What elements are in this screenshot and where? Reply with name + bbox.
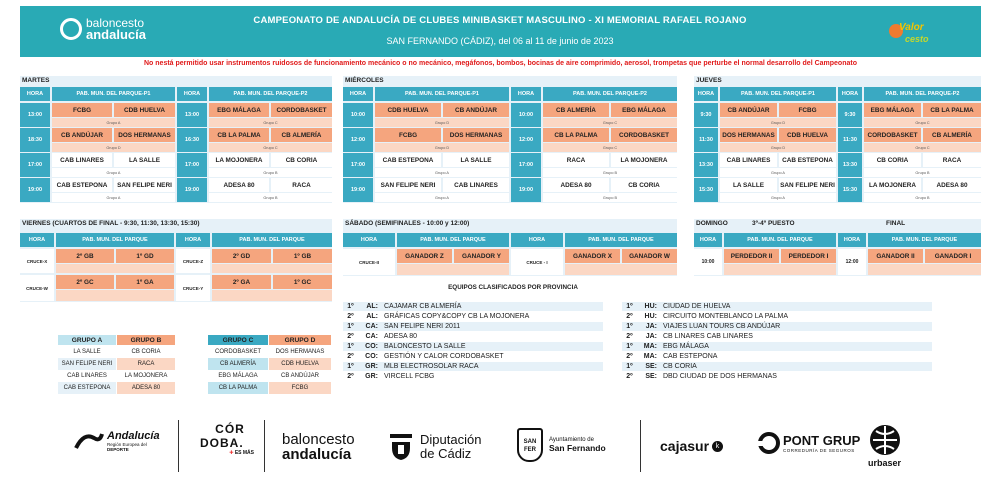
group-team: CB LA PALMA — [208, 382, 268, 394]
andalucia-sub2: DEPORTE — [107, 447, 129, 452]
time-cell: 11:30 — [838, 128, 862, 152]
team-cell: RACA — [543, 153, 609, 167]
province: HU: — [644, 313, 657, 320]
blank-cell — [724, 264, 836, 275]
group-cell: Grupo B — [543, 168, 677, 177]
team-cell: CORDOBASKET — [864, 128, 921, 142]
andalucia-swirl-icon — [74, 430, 104, 452]
position: 1º — [626, 363, 633, 370]
sabado-panel — [343, 219, 677, 276]
divider — [178, 420, 179, 472]
group-cell: Grupo B — [209, 168, 332, 177]
group-cell: Grupo C — [543, 118, 677, 127]
group-header: GRUPO D — [269, 335, 331, 345]
team-cell: EBG MÁLAGA — [864, 103, 921, 117]
province: SE: — [645, 363, 657, 370]
blank-cell — [56, 264, 174, 273]
province: MA: — [643, 343, 657, 350]
day-panel — [694, 76, 981, 203]
time-cell: 16:30 — [177, 128, 207, 152]
time-cell: 15:30 — [838, 178, 862, 202]
team-cell: CB ANDÚJAR — [443, 103, 509, 117]
domingo-title: DOMINGO 3º-4º PUESTO FINAL — [696, 220, 906, 227]
team-cell: CB ALMERÍA — [543, 103, 609, 117]
time-cell: 17:00 — [343, 153, 373, 177]
andalucia-deporte-logo — [74, 430, 160, 452]
team-cell: FCBG — [375, 128, 441, 142]
time-cell: 17:00 — [511, 153, 541, 177]
team-name: DBD CIUDAD DE DOS HERMANAS — [663, 373, 777, 380]
team-name: GESTIÓN Y CALOR CORDOBASKET — [384, 353, 504, 360]
page-title: CAMPEONATO DE ANDALUCÍA DE CLUBES MINIBASKET MASCULINO - XI MEMORIAL RAFAEL ROJANO — [253, 15, 747, 26]
group-cell: Grupo C — [864, 118, 981, 127]
day-title: JUEVES — [696, 77, 722, 84]
time-cell: 10:00 — [694, 249, 722, 275]
team-cell: CAB LINARES — [52, 153, 112, 167]
page-subtitle: SAN FERNANDO (CÁDIZ), del 06 al 11 de junio de 2023 — [386, 36, 614, 46]
team-cell: EBG MÁLAGA — [611, 103, 677, 117]
team-cell: GANADOR Z — [397, 249, 452, 263]
province: CA: — [365, 323, 378, 330]
team-cell: EBG MÁLAGA — [209, 103, 269, 117]
p2-header: PAB. MUN. DEL PARQUE-P2 — [543, 87, 677, 101]
group-cell: Grupo C — [864, 143, 981, 152]
team-cell: 2º GA — [212, 275, 271, 289]
position: 1º — [626, 343, 633, 350]
list-item — [622, 372, 777, 381]
team-name: EBG MÁLAGA — [663, 343, 709, 350]
urbaser-globe-icon — [869, 424, 901, 456]
team-name: CAB ESTEPONA — [663, 353, 718, 360]
team-cell: GANADOR X — [565, 249, 620, 263]
list-item — [343, 302, 461, 311]
time-cell: 11:30 — [694, 128, 718, 152]
position: 1º — [347, 363, 354, 370]
team-cell: ADESA 80 — [209, 178, 269, 192]
time-cell: 13:00 — [177, 103, 207, 127]
cruce-label: CRUCE-Y — [176, 275, 210, 301]
position: 2º — [347, 373, 354, 380]
hora-header: HORA — [511, 87, 541, 101]
team-cell: CAB ESTEPONA — [779, 153, 836, 167]
divider — [264, 420, 265, 472]
team-cell: CDB HUELVA — [375, 103, 441, 117]
ayto-line1: Ayuntamiento de — [549, 437, 594, 443]
time-cell: 12:00 — [343, 128, 373, 152]
sponsors-bar — [0, 412, 1000, 498]
group-team: DOS HERMANAS — [269, 346, 331, 358]
group-team: CORDOBASKET — [208, 346, 268, 358]
time-cell: 15:30 — [694, 178, 718, 202]
position: 1º — [347, 323, 354, 330]
team-cell: 1º GD — [116, 249, 174, 263]
list-item — [622, 362, 697, 371]
time-cell: 13:00 — [20, 103, 50, 127]
group-team: LA SALLE — [58, 346, 116, 358]
team-name: CIUDAD DE HUELVA — [663, 303, 731, 310]
province: SE: — [645, 373, 657, 380]
time-cell: 19:00 — [511, 178, 541, 202]
group-cell: Grupo B — [864, 168, 981, 177]
group-team: CB CORIA — [117, 346, 175, 358]
logo-line1: baloncesto — [86, 16, 145, 30]
p1-header: PAB. MUN. DEL PARQUE-P1 — [720, 87, 836, 101]
team-cell: RACA — [923, 153, 981, 167]
day-title: MIÉRCOLES — [345, 77, 384, 84]
province: HU: — [644, 303, 657, 310]
cruce-label: CRUCE - I — [511, 249, 563, 275]
team-name: CB LINARES CAB LINARES — [663, 333, 753, 340]
group-team: CAB LINARES — [58, 370, 116, 382]
p2-header: PAB. MUN. DEL PARQUE-P2 — [209, 87, 332, 101]
team-name: SAN FELIPE NERI 2011 — [384, 323, 461, 330]
team-cell: LA MOJONERA — [209, 153, 269, 167]
pont-grup-logo — [758, 432, 860, 454]
header-banner — [20, 6, 981, 57]
blank-cell — [565, 264, 677, 275]
hora-header: HORA — [511, 233, 563, 247]
group-cell: Grupo A — [720, 193, 836, 202]
team-cell: PERDEDOR II — [724, 249, 779, 263]
cajasur-logo — [660, 438, 723, 454]
time-cell: 12:00 — [838, 249, 866, 275]
position: 1º — [347, 303, 354, 310]
team-cell: GANADOR II — [868, 249, 923, 263]
logo-line2: andalucía — [86, 27, 146, 42]
list-item — [622, 312, 788, 321]
p1-header: PAB. MUN. DEL PARQUE-P1 — [52, 87, 175, 101]
hora-header: HORA — [838, 87, 862, 101]
blank-cell — [397, 264, 509, 275]
list-item — [343, 342, 466, 351]
team-cell: 1º GB — [273, 249, 332, 263]
hora-header: HORA — [343, 87, 373, 101]
pab-header: PAB. MUN. DEL PARQUE — [212, 233, 332, 247]
domingo-panel — [694, 219, 981, 276]
position: 2º — [347, 313, 354, 320]
team-cell: CORDOBASKET — [271, 103, 332, 117]
day-title: MARTES — [22, 77, 50, 84]
group-header: GRUPO B — [117, 335, 175, 345]
team-cell: CDB HUELVA — [114, 103, 175, 117]
position: 1º — [347, 343, 354, 350]
team-name: ADESA 80 — [384, 333, 418, 340]
team-cell: CORDOBASKET — [611, 128, 677, 142]
ayto-line2: San Fernando — [549, 443, 606, 453]
list-item — [343, 372, 434, 381]
cordoba-plus-icon: ✚ — [229, 450, 234, 456]
hora-header: HORA — [176, 233, 210, 247]
time-cell: 10:00 — [343, 103, 373, 127]
group-cell: Grupo D — [52, 143, 175, 152]
province: JA: — [645, 323, 657, 330]
time-cell: 9:30 — [838, 103, 862, 127]
team-cell: LA MOJONERA — [864, 178, 921, 192]
cruce-label: CRUCE-W — [20, 275, 54, 301]
group-cell: Grupo B — [209, 193, 332, 202]
team-cell: ADESA 80 — [543, 178, 609, 192]
team-cell: CB LA PALMA — [543, 128, 609, 142]
pont-sub: CORREDURÍA DE SEGUROS — [783, 448, 855, 453]
group-cell: Grupo A — [52, 168, 175, 177]
group-cell: Grupo B — [864, 193, 981, 202]
bal-line2: andalucía — [282, 446, 352, 463]
cajasur-text: cajasur — [660, 438, 710, 454]
san-fernando-shield: SAN FER — [517, 428, 543, 462]
cesto-word: cesto — [905, 34, 929, 44]
bal-line1: baloncesto — [282, 431, 355, 448]
province: AL: — [366, 303, 378, 310]
viernes-panel — [20, 219, 332, 302]
hora-header: HORA — [694, 233, 722, 247]
time-cell: 9:30 — [694, 103, 718, 127]
list-item — [343, 332, 417, 341]
list-item — [343, 322, 460, 331]
team-name: VIAJES LUAN TOURS CB ANDÚJAR — [663, 323, 781, 330]
team-cell: LA SALLE — [443, 153, 509, 167]
province: CA: — [365, 333, 378, 340]
final-label: FINAL — [886, 220, 906, 227]
group-cell: Grupo D — [720, 118, 836, 127]
time-cell: 19:00 — [177, 178, 207, 202]
team-cell: PERDEDOR I — [781, 249, 836, 263]
time-cell: 13:30 — [838, 153, 862, 177]
pab-header: PAB. MUN. DEL PARQUE — [565, 233, 677, 247]
group-cell: Grupo C — [543, 143, 677, 152]
group-cell: Grupo C — [209, 118, 332, 127]
group-team: RACA — [117, 358, 175, 370]
diputacion-cadiz-logo — [388, 432, 481, 462]
list-item — [622, 302, 730, 311]
team-cell: DOS HERMANAS — [443, 128, 509, 142]
day-panel — [20, 76, 332, 203]
team-name: CAJAMAR CB ALMERÍA — [384, 303, 462, 310]
clasificados-title: EQUIPOS CLASIFICADOS POR PROVINCIA — [448, 284, 578, 291]
baloncesto-andalucia-logo — [60, 18, 146, 40]
cruce-label: CRUCE-X — [20, 249, 54, 273]
team-cell: CB CORIA — [611, 178, 677, 192]
cruce-label: CRUCE-II — [343, 249, 395, 275]
group-cell: Grupo A — [375, 168, 509, 177]
cajasur-k-icon: k — [712, 441, 723, 452]
blank-cell — [56, 290, 174, 301]
team-cell: CB ANDÚJAR — [720, 103, 777, 117]
province: CO: — [365, 343, 378, 350]
province: CO: — [365, 353, 378, 360]
group-team: SAN FELIPE NERI — [58, 358, 116, 370]
group-team: LA MOJONERA — [117, 370, 175, 382]
pont-title: PONT GRUP — [783, 433, 861, 448]
team-cell: 1º GA — [116, 275, 174, 289]
position: 2º — [347, 333, 354, 340]
diputacion-emblem-icon — [388, 432, 414, 462]
time-cell: 17:00 — [177, 153, 207, 177]
position: 2º — [626, 333, 633, 340]
team-cell: DOS HERMANAS — [720, 128, 777, 142]
team-cell: GANADOR Y — [454, 249, 509, 263]
team-cell: 1º GC — [273, 275, 332, 289]
pont-grup-icon — [758, 432, 780, 454]
pab-header: PAB. MUN. DEL PARQUE — [724, 233, 836, 247]
position: 2º — [626, 313, 633, 320]
day-panel — [343, 76, 677, 203]
group-cell: Grupo C — [209, 143, 332, 152]
group-cell: Grupo A — [52, 118, 175, 127]
team-cell: 2º GC — [56, 275, 114, 289]
time-cell: 18:30 — [20, 128, 50, 152]
p2-header: PAB. MUN. DEL PARQUE-P2 — [864, 87, 981, 101]
list-item — [622, 322, 780, 331]
group-team: CDB HUELVA — [269, 358, 331, 370]
group-team: EBG MÁLAGA — [208, 370, 268, 382]
province: GR: — [365, 363, 378, 370]
position: 2º — [626, 373, 633, 380]
province: MA: — [643, 353, 657, 360]
team-cell: ADESA 80 — [923, 178, 981, 192]
group-team: CAB ESTEPONA — [58, 382, 116, 394]
team-cell: CB LA PALMA — [209, 128, 269, 142]
valor-cesto-logo — [887, 16, 933, 50]
team-name: GRÁFICAS COPY&COPY CB LA MOJONERA — [384, 313, 530, 320]
valor-word: Valor — [899, 22, 924, 33]
cordoba-sub: ES MÁS — [234, 450, 254, 456]
cruce-label: CRUCE-Z — [176, 249, 210, 273]
team-cell: GANADOR W — [622, 249, 677, 263]
group-header: GRUPO A — [58, 335, 116, 345]
cordoba-logo — [200, 422, 260, 456]
list-item — [622, 352, 717, 361]
team-cell: CAB LINARES — [720, 153, 777, 167]
position: 1º — [626, 303, 633, 310]
team-cell: SAN FELIPE NERI — [114, 178, 175, 192]
third-place-label: 3º-4º PUESTO — [752, 220, 795, 227]
province: GR: — [365, 373, 378, 380]
team-cell: SAN FELIPE NERI — [375, 178, 441, 192]
team-cell: CB ALMERÍA — [923, 128, 981, 142]
ayuntamiento-san-fernando-logo — [517, 428, 606, 462]
list-item — [622, 332, 753, 341]
hora-header: HORA — [343, 233, 395, 247]
position: 1º — [626, 323, 633, 330]
province: AL: — [366, 313, 378, 320]
team-cell: CAB LINARES — [443, 178, 509, 192]
hora-header: HORA — [838, 233, 866, 247]
urbaser-text: urbaser — [868, 458, 902, 468]
group-team: ADESA 80 — [117, 382, 175, 394]
team-cell: GANADOR I — [925, 249, 981, 263]
time-cell: 10:00 — [511, 103, 541, 127]
group-team: CB ANDÚJAR — [269, 370, 331, 382]
viernes-title: VIERNES (CUARTOS DE FINAL - 9:30, 11:30, 13:30, 15:30) — [22, 220, 200, 227]
team-cell: CAB ESTEPONA — [52, 178, 112, 192]
team-cell: CB ANDÚJAR — [52, 128, 112, 142]
team-name: CIRCUITO MONTEBLANCO LA PALMA — [663, 313, 788, 320]
andalucia-title: Andalucía — [107, 430, 160, 442]
blank-cell — [212, 290, 332, 301]
group-team: FCBG — [269, 382, 331, 394]
andalucia-sub1: Región Europea del — [107, 442, 147, 447]
group-cell: Grupo D — [720, 143, 836, 152]
p1-header: PAB. MUN. DEL PARQUE-P1 — [375, 87, 509, 101]
list-item — [622, 342, 709, 351]
team-cell: CB CORIA — [271, 153, 332, 167]
team-cell: CB LA PALMA — [923, 103, 981, 117]
group-cell: Grupo A — [720, 168, 836, 177]
team-cell: 2º GB — [56, 249, 114, 263]
pab-header: PAB. MUN. DEL PARQUE — [868, 233, 981, 247]
sabado-title: SÁBADO (SEMIFINALES - 10:00 y 12:00) — [345, 220, 470, 227]
team-cell: LA SALLE — [114, 153, 175, 167]
team-name: CB CORIA — [663, 363, 697, 370]
team-cell: FCBG — [779, 103, 836, 117]
list-item — [343, 312, 529, 321]
team-cell: FCBG — [52, 103, 112, 117]
dip-line2: de Cádiz — [420, 446, 472, 461]
group-cell: Grupo A — [375, 193, 509, 202]
blank-cell — [212, 264, 332, 273]
list-item — [343, 362, 479, 371]
team-cell: LA MOJONERA — [611, 153, 677, 167]
list-item — [343, 352, 504, 361]
group-cell: Grupo A — [52, 193, 175, 202]
urbaser-logo — [868, 424, 901, 468]
hora-header: HORA — [694, 87, 718, 101]
time-cell: 19:00 — [343, 178, 373, 202]
group-cell: Grupo D — [375, 143, 509, 152]
province: JA: — [645, 333, 657, 340]
divider — [640, 420, 641, 472]
team-name: VIRCELL FCBG — [384, 373, 435, 380]
hora-header: HORA — [20, 233, 54, 247]
time-cell: 13:30 — [694, 153, 718, 177]
team-cell: CAB ESTEPONA — [375, 153, 441, 167]
group-header: GRUPO C — [208, 335, 268, 345]
basketball-icon — [60, 18, 82, 40]
team-cell: SAN FELIPE NERI — [779, 178, 836, 192]
group-cell: Grupo D — [375, 118, 509, 127]
group-team: CB ALMERÍA — [208, 358, 268, 370]
hora-header: HORA — [177, 87, 207, 101]
cordoba-line2: DOBA. — [200, 436, 244, 450]
dip-line1: Diputación — [420, 432, 482, 447]
team-cell: CB ALMERÍA — [271, 128, 332, 142]
team-name: MLB ELECTROSOLAR RACA — [384, 363, 479, 370]
notice-text: No nestá permitido usar instrumentos ruidosos de funcionamiento mecánico o no mecánico, megáfonos, bombos, bocinas de aire comprimido, aerosol, trompetas que perturbe el normal desarrollo del Campeonato — [144, 60, 857, 67]
team-cell: CB CORIA — [864, 153, 921, 167]
pab-header: PAB. MUN. DEL PARQUE — [56, 233, 174, 247]
hora-header: HORA — [20, 87, 50, 101]
team-cell: DOS HERMANAS — [114, 128, 175, 142]
baloncesto-andalucia-sponsor-logo — [282, 432, 355, 462]
position: 2º — [626, 353, 633, 360]
position: 2º — [347, 353, 354, 360]
team-cell: 2º GD — [212, 249, 271, 263]
blank-cell — [868, 264, 981, 275]
group-cell: Grupo B — [543, 193, 677, 202]
time-cell: 12:00 — [511, 128, 541, 152]
cordoba-line1: CÓR — [215, 422, 245, 436]
team-cell: CDB HUELVA — [779, 128, 836, 142]
time-cell: 19:00 — [20, 178, 50, 202]
time-cell: 17:00 — [20, 153, 50, 177]
pab-header: PAB. MUN. DEL PARQUE — [397, 233, 509, 247]
team-cell: RACA — [271, 178, 332, 192]
team-cell: LA SALLE — [720, 178, 777, 192]
team-name: BALONCESTO LA SALLE — [384, 343, 466, 350]
